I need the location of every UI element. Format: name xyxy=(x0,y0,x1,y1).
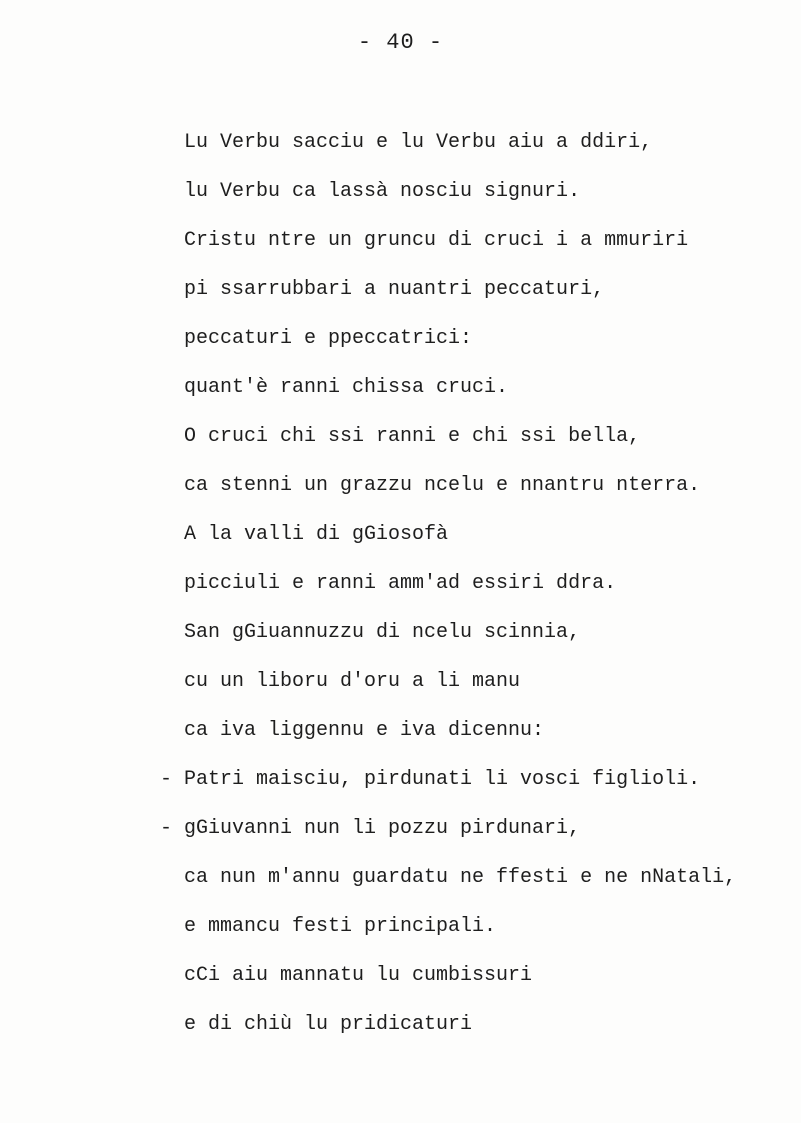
poem-line xyxy=(0,765,801,814)
poem-line xyxy=(0,226,801,275)
poem-line xyxy=(0,520,801,569)
poem-line xyxy=(0,912,801,961)
line-text: e di chiù lu pridicaturi xyxy=(184,1013,473,1036)
poem-line xyxy=(0,324,801,373)
line-dash: - xyxy=(160,768,173,791)
poem-line xyxy=(0,863,801,912)
line-text: picciuli e ranni amm'ad essiri ddra. xyxy=(184,572,617,595)
poem-line xyxy=(0,961,801,1010)
line-text: ca stenni un grazzu ncelu e nnantru nterra. xyxy=(184,474,701,497)
line-text: Lu Verbu sacciu e lu Verbu aiu a ddiri, xyxy=(184,131,653,154)
line-text: O cruci chi ssi ranni e chi ssi bella, xyxy=(184,425,641,448)
poem-line xyxy=(0,128,801,177)
poem-line xyxy=(0,618,801,667)
poem-line xyxy=(0,716,801,765)
line-text: cu un liboru d'oru a li manu xyxy=(184,670,521,693)
line-text: Cristu ntre un gruncu di cruci i a mmuriri xyxy=(184,229,689,252)
poem-line xyxy=(0,1010,801,1059)
poem-line xyxy=(0,667,801,716)
line-text: cCi aiu mannatu lu cumbissuri xyxy=(184,964,533,987)
line-dash: - xyxy=(160,817,173,840)
poem-line xyxy=(0,275,801,324)
line-text: lu Verbu ca lassà nosciu signuri. xyxy=(184,180,581,203)
poem-line xyxy=(0,177,801,226)
line-text: ca iva liggennu e iva dicennu: xyxy=(184,719,545,742)
page-number: - 40 - xyxy=(357,30,444,55)
line-text: ca nun m'annu guardatu ne ffesti e ne nNatali, xyxy=(184,866,737,889)
line-text: peccaturi e ppeccatrici: xyxy=(184,327,473,350)
line-text: quant'è ranni chissa cruci. xyxy=(184,376,509,399)
poem-line xyxy=(0,471,801,520)
poem-line xyxy=(0,814,801,863)
line-text: pi ssarrubbari a nuantri peccaturi, xyxy=(184,278,605,301)
line-text: Patri maisciu, pirdunati li vosci figlioli. xyxy=(184,768,701,791)
poem-line xyxy=(0,569,801,618)
poem-text xyxy=(0,128,801,1059)
poem-line xyxy=(0,422,801,471)
line-text: e mmancu festi principali. xyxy=(184,915,497,938)
line-text: A la valli di gGiosofà xyxy=(184,523,449,546)
line-text: San gGiuannuzzu di ncelu scinnia, xyxy=(184,621,581,644)
poem-line xyxy=(0,373,801,422)
line-text: gGiuvanni nun li pozzu pirdunari, xyxy=(184,817,581,840)
